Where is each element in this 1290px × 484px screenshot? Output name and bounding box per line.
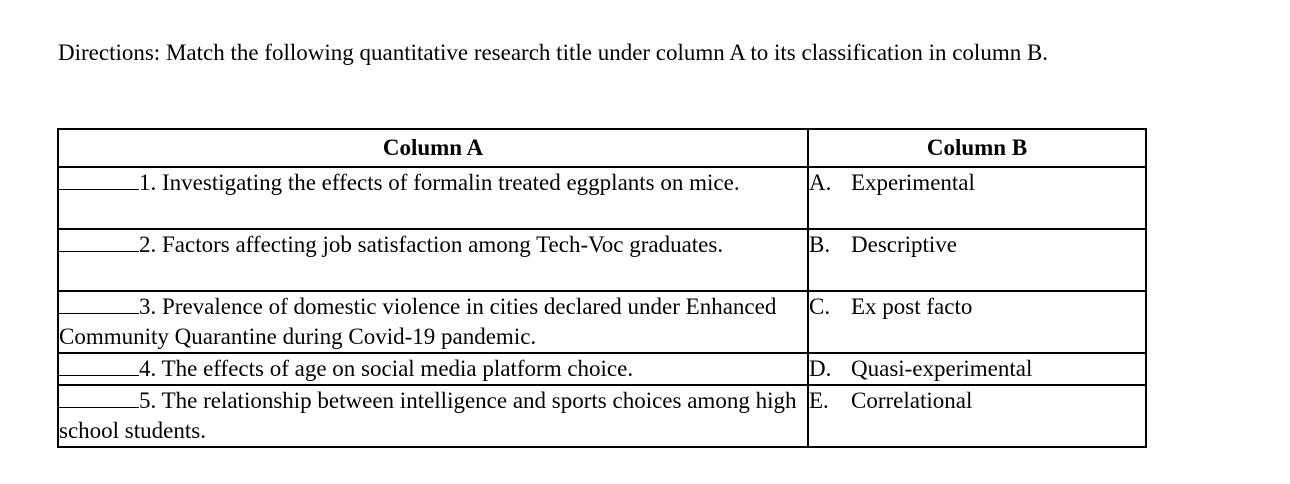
- column-a-cell: [58, 353, 808, 385]
- table-header-row: [58, 129, 1146, 167]
- item-text: 3. Prevalence of domestic violence in cities declared under Enhanced Community Quarantine during Covid-19 pandemic.: [59, 294, 777, 349]
- answer-blank[interactable]: [59, 387, 139, 408]
- answer-blank[interactable]: [59, 293, 139, 314]
- choice-letter: E.: [809, 388, 829, 413]
- matching-table: [57, 128, 1147, 448]
- column-a-cell: [58, 167, 808, 229]
- item-text: 4. The effects of age on social media platform choice.: [139, 356, 634, 381]
- column-b-cell: [808, 353, 1146, 385]
- column-a-header: Column A: [58, 129, 808, 167]
- choice-text: Quasi-experimental: [851, 356, 1033, 381]
- item-text: 1. Investigating the effects of formalin treated eggplants on mice.: [139, 170, 740, 195]
- choice-text: Descriptive: [851, 232, 958, 257]
- choice-letter: D.: [809, 356, 832, 381]
- choice-letter: A.: [809, 170, 832, 195]
- choice-text: Correlational: [851, 388, 973, 413]
- directions-text: Directions: Match the following quantitative research title under column A to its classification in column B.: [58, 40, 1049, 65]
- answer-blank[interactable]: [59, 169, 139, 190]
- answer-blank[interactable]: [59, 231, 139, 252]
- column-b-cell: [808, 385, 1146, 447]
- table-row: [58, 291, 1146, 353]
- table-row: [58, 229, 1146, 291]
- table-row: [58, 167, 1146, 229]
- column-b-cell: [808, 291, 1146, 353]
- column-b-cell: [808, 167, 1146, 229]
- column-a-cell: [58, 229, 808, 291]
- choice-text: Experimental: [851, 170, 975, 195]
- choice-letter: B.: [809, 232, 831, 257]
- column-a-cell: [58, 385, 808, 447]
- choice-letter: C.: [809, 294, 831, 319]
- choice-text: Ex post facto: [851, 294, 973, 319]
- table-row: [58, 385, 1146, 447]
- column-b-cell: [808, 229, 1146, 291]
- table-row: [58, 353, 1146, 385]
- item-text: 2. Factors affecting job satisfaction among Tech-Voc graduates.: [139, 232, 724, 257]
- answer-blank[interactable]: [59, 355, 139, 376]
- item-text: 5. The relationship between intelligence and sports choices among high school students.: [59, 388, 797, 443]
- column-a-cell: [58, 291, 808, 353]
- column-b-header: Column B: [808, 129, 1146, 167]
